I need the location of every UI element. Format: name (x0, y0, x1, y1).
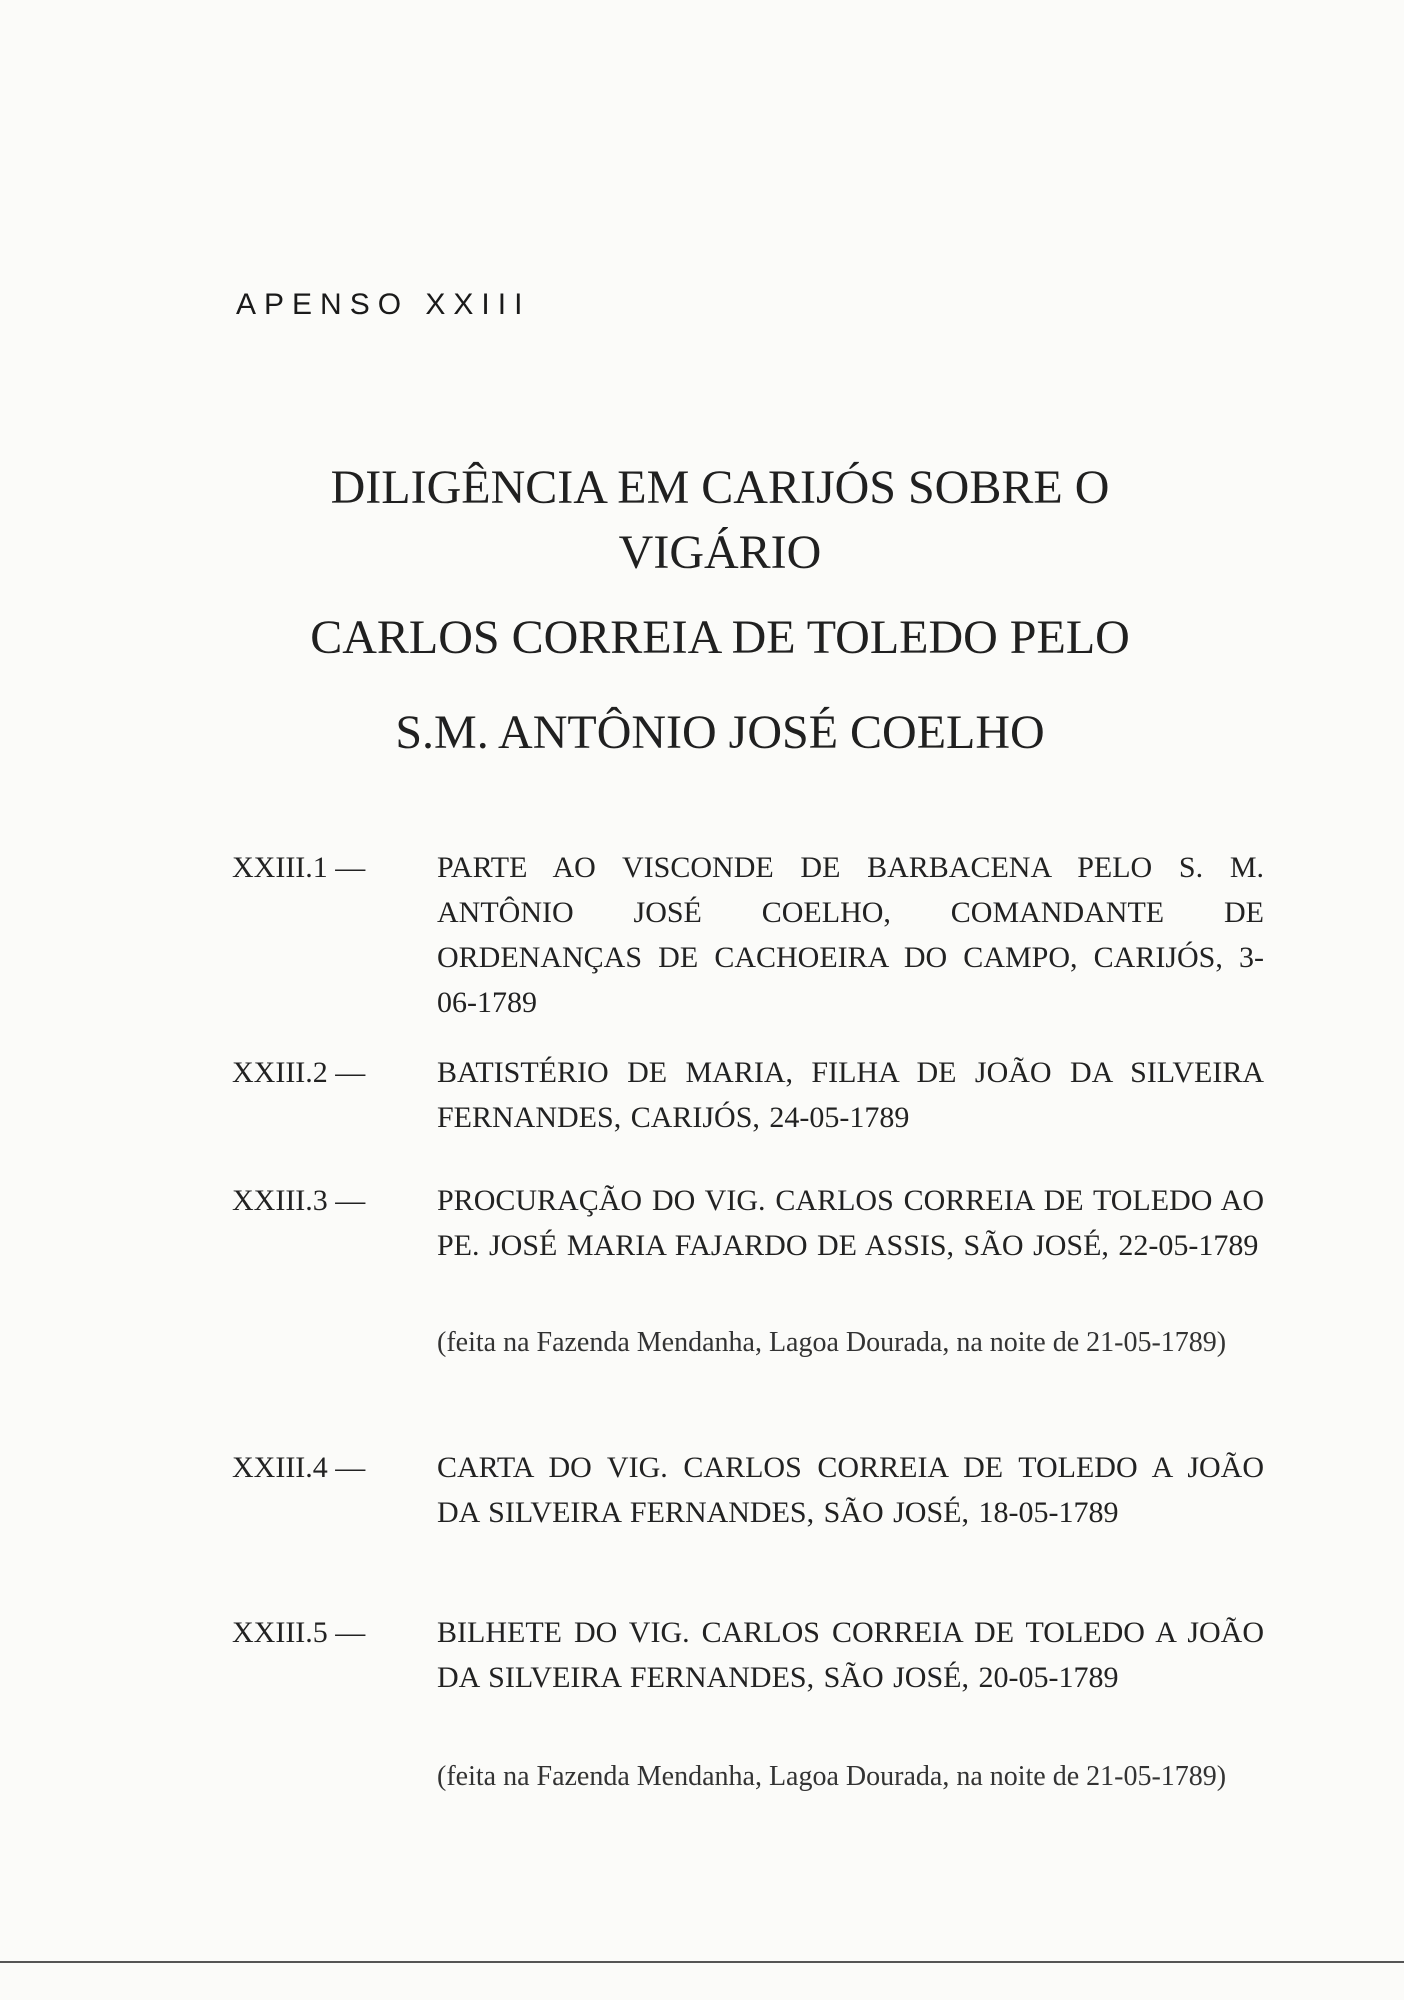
title-line-4: S.M. ANTÔNIO JOSÉ COELHO (395, 706, 1045, 759)
entry-number: XXIII.2 — (232, 1056, 366, 1089)
entry-note: (feita na Fazenda Mendanha, Lagoa Dourada, na noite de 21-05-1789) (437, 1327, 1227, 1358)
entry-number: XXIII.1 — (232, 851, 366, 884)
title-line-3: CARLOS CORREIA DE TOLEDO PELO (310, 611, 1130, 664)
entry-description: BILHETE DO VIG. CARLOS CORREIA DE TOLEDO A JOÃO DA SILVEIRA FERNANDES, SÃO JOSÉ, 20-05-1789 (437, 1616, 1264, 1694)
bottom-rule (0, 1961, 1404, 1963)
entry-number: XXIII.5 — (232, 1616, 366, 1649)
entry-number: XXIII.3 — (232, 1184, 366, 1217)
entry-description: BATISTÉRIO DE MARIA, FILHA DE JOÃO DA SILVEIRA FERNANDES, CARIJÓS, 24-05-1789 (437, 1056, 1264, 1134)
entry-description: PARTE AO VISCONDE DE BARBACENA PELO S. M. ANTÔNIO JOSÉ COELHO, COMANDANTE DE ORDENANÇAS DE CACHOEIRA DO CAMPO, CARIJÓS, 3-06-1789 (437, 851, 1264, 1019)
title-line-2: VIGÁRIO (618, 526, 822, 579)
entry-note: (feita na Fazenda Mendanha, Lagoa Dourada, na noite de 21-05-1789) (437, 1761, 1227, 1792)
entry-description: CARTA DO VIG. CARLOS CORREIA DE TOLEDO A JOÃO DA SILVEIRA FERNANDES, SÃO JOSÉ, 18-05-1789 (437, 1451, 1264, 1529)
title-line-1: DILIGÊNCIA EM CARIJÓS SOBRE O (330, 461, 1110, 514)
entry-number: XXIII.4 — (232, 1451, 366, 1484)
entry-description: PROCURAÇÃO DO VIG. CARLOS CORREIA DE TOLEDO AO PE. JOSÉ MARIA FAJARDO DE ASSIS, SÃO JOSÉ, 22-05-1789 (437, 1184, 1264, 1262)
appendix-label: APENSO XXIII (236, 288, 531, 321)
